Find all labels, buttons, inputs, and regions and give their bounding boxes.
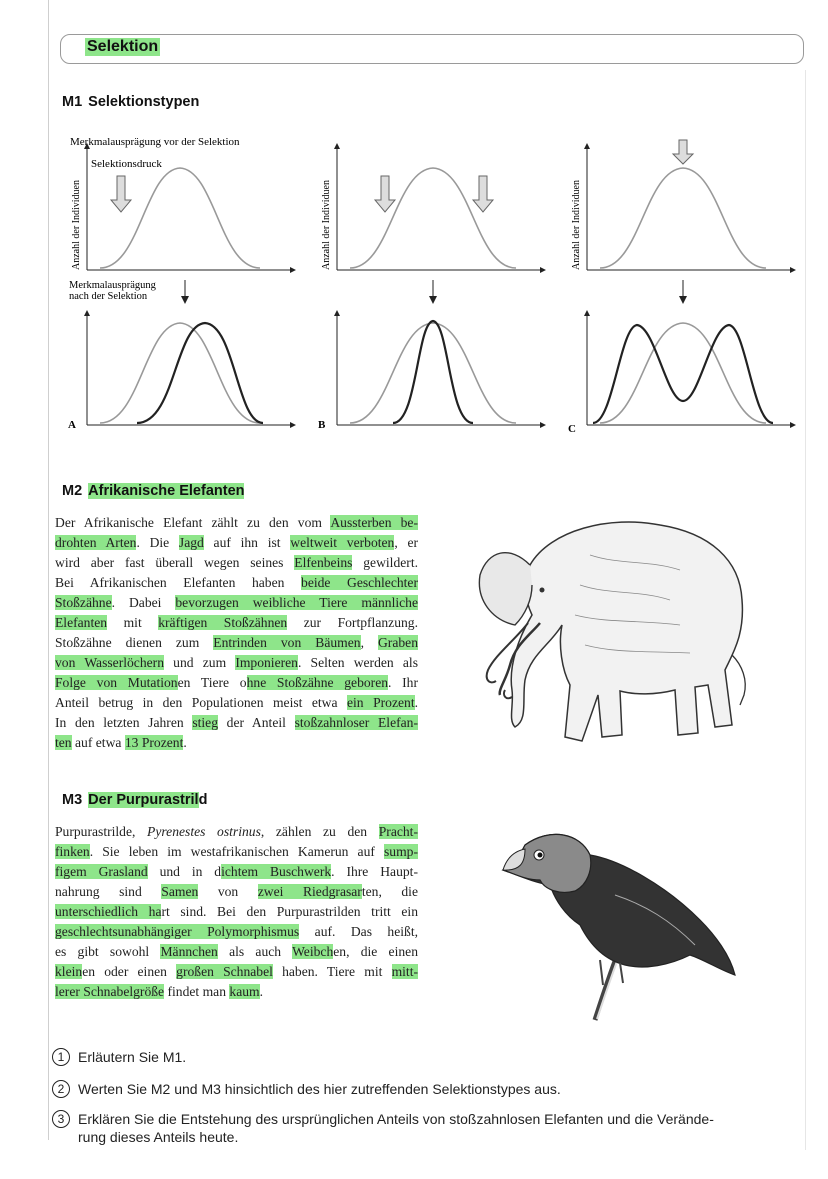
panel-c-top (571, 140, 793, 270)
m2-text (55, 513, 418, 753)
panel-c-label: C (568, 423, 576, 435)
arrowhead-down-a (181, 296, 189, 304)
label-selection-pressure: Selektionsdruck (91, 158, 162, 170)
panel-b-bottom (318, 313, 543, 431)
pressure-arrow-a (111, 176, 131, 212)
task-3-text-line-2: rung dieses Anteils heute. (78, 1129, 239, 1145)
m2-highlighted-text: Folge von Mutation (55, 675, 178, 690)
m3-title-highlighted: Der Purpurastril (88, 792, 199, 808)
m3-line (55, 862, 418, 882)
task-2 (52, 1080, 561, 1098)
arrowhead-down-c (679, 296, 687, 304)
m3-highlighted-text: Männchen (160, 944, 218, 959)
m3-highlighted-text: ichtem Buschwerk (221, 864, 332, 879)
m3-text-segment: . Ihre Haupt- (331, 864, 418, 879)
panel-b-label: B (318, 419, 326, 431)
task-1 (52, 1048, 186, 1066)
m2-text-segment: , er (394, 535, 419, 550)
m3-text-segment: als auch (217, 944, 293, 959)
m2-line (55, 633, 418, 653)
m2-text-segment: der Anteil (218, 715, 295, 730)
m2-highlighted-text: ten (55, 735, 72, 750)
left-margin-rule (48, 0, 49, 1140)
m2-highlighted-text: bevorzugen weibliche Tiere männliche (175, 595, 419, 610)
m2-line (55, 693, 418, 713)
page-title: Selektion (87, 38, 159, 55)
m2-line (55, 673, 418, 693)
m2-highlighted-text: Elefanten (55, 615, 108, 630)
m3-highlighted-text: mitt- (391, 964, 419, 979)
m2-highlighted-text: ein Prozent (347, 695, 415, 710)
m2-text-segment: en Tiere o (177, 675, 247, 690)
title-bar (60, 34, 804, 64)
m2-highlighted-text: 13 Prozent (124, 735, 184, 750)
m1-heading (62, 94, 199, 110)
m3-highlighted-text: unterschiedlich ha (55, 904, 162, 919)
m2-text-segment: . (183, 735, 187, 750)
m3-highlighted-text: Weibch (292, 944, 334, 959)
curve-after-b (393, 321, 473, 423)
m2-line (55, 573, 418, 593)
y-axis-label-b: Anzahl der Individuen (321, 180, 332, 270)
bird-illustration (495, 825, 740, 1025)
panel-c-bottom (568, 313, 793, 435)
m3-line (55, 922, 418, 942)
m3-line (55, 942, 418, 962)
m3-text-segment: . (259, 984, 263, 999)
task-3-text-line-1: Erklären Sie die Entstehung des ursprünglichen Anteils von stoßzahnlosen Elefanten und die Verände- (78, 1111, 714, 1127)
elephant-illustration (470, 505, 770, 760)
m3-text (55, 822, 418, 1002)
m2-line (55, 513, 418, 533)
m3-highlighted-text: Pracht- (378, 824, 418, 839)
m3-text-segment: Purpurastrilde, (55, 824, 148, 839)
m2-text-segment: Anteil betrug in den Populationen meist etwa (55, 695, 347, 710)
m3-highlighted-text: finken (55, 844, 90, 859)
m2-text-segment: Der Afrikanische Elefant zählt zu den vom (55, 515, 331, 530)
m3-text-segment: en oder einen (82, 964, 177, 979)
m3-text-segment: von (198, 884, 258, 899)
task-1-text: Erläutern Sie M1. (78, 1049, 187, 1065)
m3-text-segment: es gibt sowohl (55, 944, 161, 959)
m2-line (55, 533, 418, 553)
m3-line (55, 842, 418, 862)
m3-title-rest: d (198, 792, 208, 808)
m2-highlighted-text: beide Geschlechter (301, 575, 418, 590)
m3-number: M3 (62, 792, 83, 808)
m2-highlighted-text: drohten Arten (55, 535, 137, 550)
m3-line (55, 962, 418, 982)
y-axis-label-a: Anzahl der Individuen (71, 180, 82, 270)
task-2-number: 2 (52, 1080, 70, 1098)
m2-highlighted-text: Graben (377, 635, 418, 650)
pressure-arrow-b-right (473, 176, 493, 212)
m3-text-segment: nahrung sind (55, 884, 162, 899)
arrowhead-down-b (429, 296, 437, 304)
curve-before-c (600, 168, 766, 268)
m2-line (55, 613, 418, 633)
m2-highlighted-text: weltweit verboten (290, 535, 395, 550)
m2-heading (62, 483, 244, 499)
m2-line (55, 593, 418, 613)
curve-after-c (593, 325, 773, 423)
m2-highlighted-text: stoßzahnloser Elefan- (294, 715, 418, 730)
m3-line (55, 822, 418, 842)
m3-text-segment: und in d (147, 864, 222, 879)
m2-text-segment: mit (107, 615, 159, 630)
m3-text-segment: ten, die (361, 884, 418, 899)
m2-text-segment: . Dabei (111, 595, 176, 610)
m2-text-segment: und zum (164, 655, 236, 670)
m2-number: M2 (62, 483, 83, 499)
selection-types-figure (55, 128, 805, 438)
m2-text-segment: Bei Afrikanischen Elefanten haben (55, 575, 302, 590)
task-1-number: 1 (52, 1048, 70, 1066)
m3-heading (62, 792, 207, 808)
m3-highlighted-text: zwei Riedgrasar (257, 884, 362, 899)
label-after-selection-2: nach der Selektion (69, 291, 148, 302)
task-2-text: Werten Sie M2 und M3 hinsichtlich des hier zutreffenden Selektionstypes aus. (78, 1081, 561, 1097)
m2-text-segment: gewildert. (352, 555, 418, 570)
m1-title: Selektionstypen (88, 94, 200, 110)
m2-text-segment: Stoßzähne dienen zum (55, 635, 214, 650)
m2-text-segment: wird aber fast überall wegen seines (55, 555, 295, 570)
m2-text-segment: , (360, 635, 378, 650)
m1-number: M1 (62, 94, 83, 110)
label-before-selection: Merkmalausprägung vor der Selektion (70, 136, 240, 148)
m3-line (55, 882, 418, 902)
m3-highlighted-text: kaum (229, 984, 260, 999)
m3-highlighted-text: lerer Schnabelgröße (55, 984, 165, 999)
m2-highlighted-text: von Wasserlöchern (55, 655, 164, 670)
m3-highlighted-text: klein (55, 964, 83, 979)
m2-highlighted-text: Jagd (178, 535, 204, 550)
panel-a-label: A (68, 419, 76, 431)
m3-highlighted-text: Samen (161, 884, 199, 899)
y-axis-label-c: Anzahl der Individuen (571, 180, 582, 270)
m2-text-segment: zur Fortpflanzung. (287, 615, 418, 630)
m2-highlighted-text: Aussterben be- (330, 515, 418, 530)
m2-text-segment: . Die (136, 535, 179, 550)
m2-line (55, 713, 418, 733)
pressure-arrow-b-left (375, 176, 395, 212)
m3-text-segment: findet man (164, 984, 230, 999)
right-margin-rule (805, 70, 806, 1150)
panel-b-top (321, 146, 543, 270)
m3-text-segment: rt sind. Bei den Purpurastrilden tritt ein (161, 904, 419, 919)
pressure-arrow-c (673, 140, 693, 164)
m2-highlighted-text: stieg (192, 715, 218, 730)
m3-highlighted-text: sump- (384, 844, 418, 859)
m2-highlighted-text: Entrinden von Bäumen (213, 635, 361, 650)
m3-highlighted-text: großen Schnabel (176, 964, 273, 979)
task-3 (52, 1110, 714, 1146)
curve-reference-b (350, 323, 516, 423)
m3-text-segment: haben. Tiere mit (272, 964, 392, 979)
curve-reference-c (600, 323, 766, 423)
curve-before-b (350, 168, 516, 268)
m2-line (55, 733, 418, 753)
m2-line (55, 553, 418, 573)
m2-text-segment: . Ihr (388, 675, 418, 690)
m3-highlighted-text: geschlechtsunabhängiger Polymorphismus (55, 924, 300, 939)
m2-line (55, 653, 418, 673)
task-3-text (78, 1110, 714, 1146)
m2-text-segment: auf ihn ist (203, 535, 291, 550)
m2-highlighted-text: Elfenbeins (294, 555, 353, 570)
m2-highlighted-text: hne Stoßzähne geboren (246, 675, 389, 690)
label-after-selection-1: Merkmalausprägung (69, 280, 156, 291)
m3-line (55, 902, 418, 922)
m3-text-segment: . Sie leben im westafrikanischen Kamerun auf (89, 844, 385, 859)
m2-text-segment: . (414, 695, 419, 710)
m2-title: Afrikanische Elefanten (88, 483, 245, 499)
m3-text-segment: , zählen zu den (260, 824, 379, 839)
task-3-number: 3 (52, 1110, 70, 1128)
panel-a-bottom (68, 313, 293, 431)
m2-highlighted-text: Stoßzähne (55, 595, 112, 610)
m3-text-segment: en, die einen (333, 944, 418, 959)
m2-highlighted-text: Imponieren (235, 655, 298, 670)
m3-text-segment: Pyrenestes ostrinus (147, 824, 261, 839)
m2-text-segment: auf etwa (71, 735, 125, 750)
m3-highlighted-text: figem Grasland (55, 864, 148, 879)
m3-text-segment: auf. Das heißt, (299, 924, 418, 939)
m2-highlighted-text: kräftigen Stoßzähnen (158, 615, 288, 630)
m2-text-segment: . Selten werden als (297, 655, 418, 670)
m2-text-segment: In den letzten Jahren (55, 715, 193, 730)
m3-line (55, 982, 418, 1002)
